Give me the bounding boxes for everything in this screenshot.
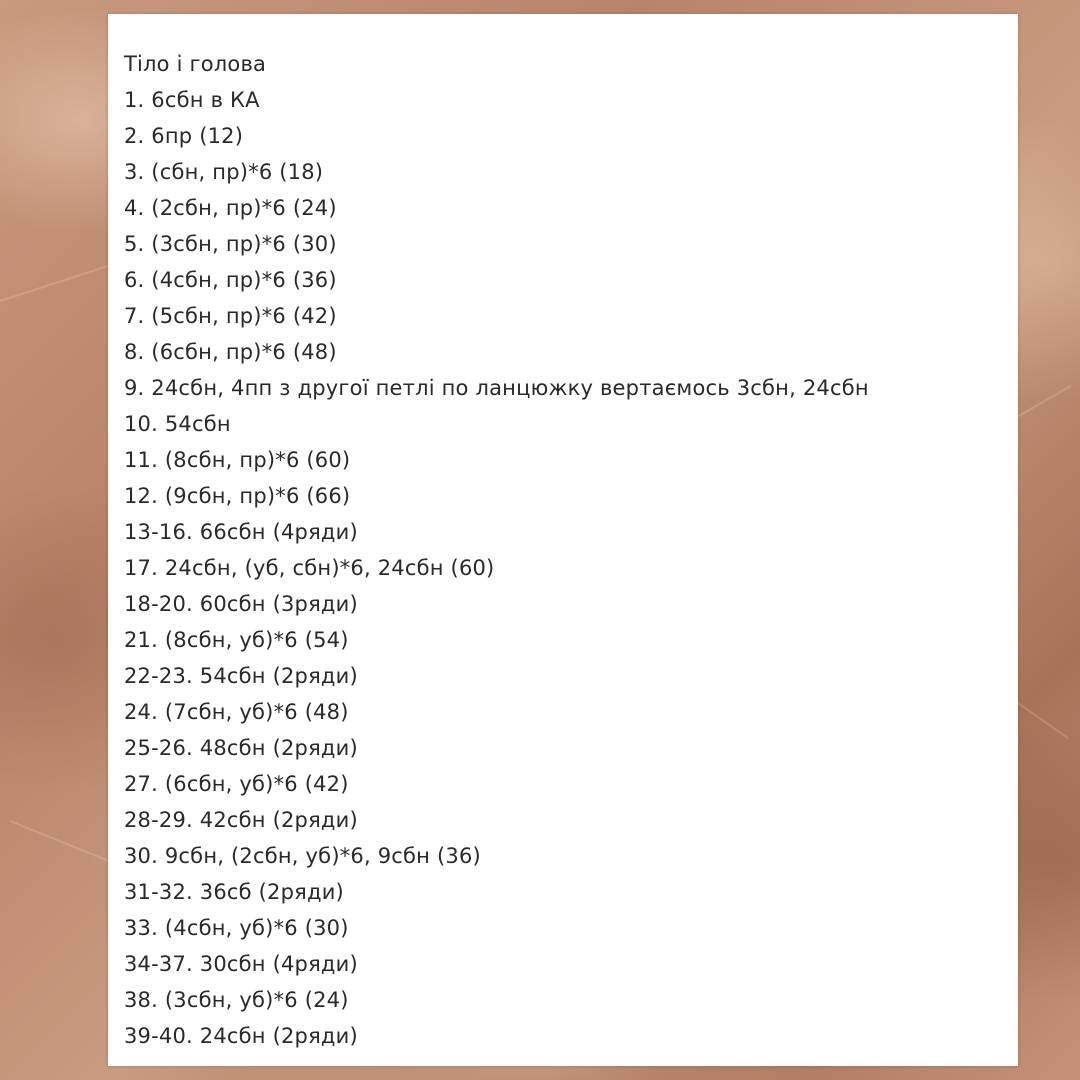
paper-crease xyxy=(10,820,122,867)
pattern-row: 12. (9сбн, пр)*6 (66) xyxy=(124,484,351,508)
pattern-row: 4. (2сбн, пр)*6 (24) xyxy=(124,196,337,220)
pattern-row: 10. 54сбн xyxy=(124,412,231,436)
pattern-row: 27. (6сбн, уб)*6 (42) xyxy=(124,772,349,796)
pattern-row: 17. 24сбн, (уб, сбн)*6, 24сбн (60) xyxy=(124,556,495,580)
pattern-row: 6. (4сбн, пр)*6 (36) xyxy=(124,268,337,292)
pattern-row: 25-26. 48сбн (2ряди) xyxy=(124,736,358,760)
pattern-row: 13-16. 66сбн (4ряди) xyxy=(124,520,358,544)
pattern-row: 22-23. 54сбн (2ряди) xyxy=(124,664,358,688)
pattern-row: 34-37. 30сбн (4ряди) xyxy=(124,952,358,976)
pattern-row: 21. (8сбн, уб)*6 (54) xyxy=(124,628,349,652)
pattern-row: 7. (5сбн, пр)*6 (42) xyxy=(124,304,337,328)
pattern-row: 38. (3сбн, уб)*6 (24) xyxy=(124,988,349,1012)
pattern-row: 39-40. 24сбн (2ряди) xyxy=(124,1024,358,1048)
pattern-row: 1. 6сбн в КА xyxy=(124,88,260,112)
pattern-row: 3. (сбн, пр)*6 (18) xyxy=(124,160,324,184)
pattern-row: 5. (3сбн, пр)*6 (30) xyxy=(124,232,337,256)
paper-crease xyxy=(1014,700,1068,739)
pattern-text xyxy=(124,46,1004,1054)
pattern-row: 28-29. 42сбн (2ряди) xyxy=(124,808,358,832)
pattern-row: 33. (4сбн, уб)*6 (30) xyxy=(124,916,349,940)
pattern-row: 9. 24сбн, 4пп з другої петлі по ланцюжку вертаємось 3сбн, 24сбн xyxy=(124,376,869,400)
pattern-row: 8. (6сбн, пр)*6 (48) xyxy=(124,340,337,364)
pattern-row: 2. 6пр (12) xyxy=(124,124,244,148)
pattern-title: Тіло і голова xyxy=(124,52,267,76)
paper-crease xyxy=(1010,385,1072,422)
pattern-row: 11. (8сбн, пр)*6 (60) xyxy=(124,448,351,472)
pattern-row: 24. (7сбн, уб)*6 (48) xyxy=(124,700,349,724)
pattern-row: 31-32. 36сб (2ряди) xyxy=(124,880,344,904)
pattern-row: 18-20. 60сбн (3ряди) xyxy=(124,592,358,616)
pattern-row: 30. 9сбн, (2сбн, уб)*6, 9сбн (36) xyxy=(124,844,481,868)
